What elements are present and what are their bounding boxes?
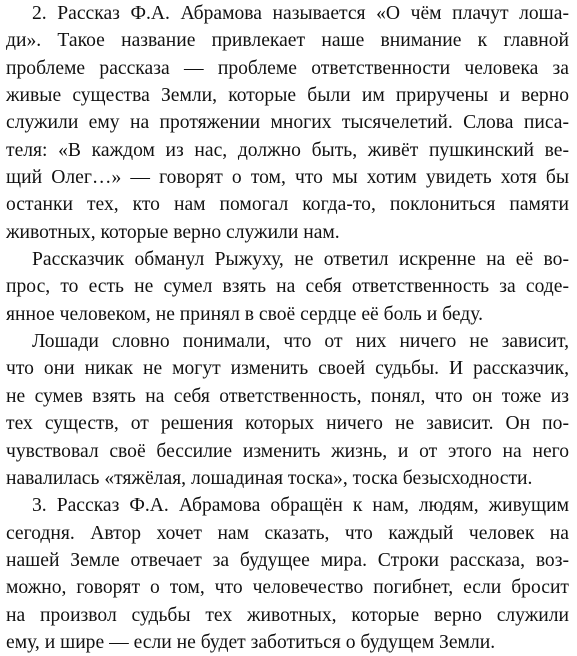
text-line: что они никак не могут изменить своей судьбы. И рассказчик, (6, 358, 569, 380)
document-page (6, 0, 569, 656)
text-line: сегодня. Автор хочет нам сказать, что каждый человек на (6, 522, 569, 544)
text-line: 3. Рассказ Ф.А. Абрамова обращён к нам, людям, живущим (32, 495, 569, 517)
paragraph-4 (6, 492, 569, 656)
text-line: можно, говорят о том, что человечество погибнет, если бросит (6, 577, 569, 599)
text-line: навалилась «тяжёлая, лошадиная тоска», тоска безысходности. (6, 467, 533, 489)
text-line: 2. Рассказ Ф.А. Абрамова называется «О чём плачут лоша- (32, 3, 569, 24)
text-line: ему, и шире — если не будет заботиться о будущем Земли. (6, 631, 496, 653)
text-line: проблеме рассказа — проблеме ответственности человека за (6, 57, 569, 79)
paragraph-2 (6, 246, 569, 328)
text-line: животных, которые верно служили нам. (6, 221, 340, 243)
text-line: Лошади словно понимали, что от них ничего не зависит, (32, 331, 569, 353)
text-line: нашей Земле отвечает за будущее мира. Строки рассказа, воз- (6, 549, 569, 571)
text-line: тех существ, от решения которых ничего не зависит. Он по- (6, 413, 569, 435)
text-line: Рассказчик обманул Рыжуху, не ответил искренне на её во- (32, 249, 569, 271)
text-line: не сумев взять на себя ответственность, понял, что он тоже из (6, 385, 569, 407)
text-line: чувствовал своё бессилие изменить жизнь, и от этого на него (6, 440, 569, 462)
text-line: ди». Такое название привлекает наше внимание к главной (6, 30, 569, 52)
text-line: щий Олег…» — говорят о том, что мы хотим увидеть хотя бы (6, 167, 569, 189)
paragraph-1 (6, 0, 569, 246)
text-line: янное человеком, не принял в своё сердце её боль и беду. (6, 303, 483, 325)
text-line: останки тех, кто нам помогал когда-то, поклониться памяти (6, 194, 569, 216)
text-line: теля: «В каждом из нас, должно быть, живёт пушкинский ве- (6, 139, 569, 161)
text-line: служили ему на протяжении многих тысячелетий. Слова писа- (6, 112, 569, 134)
text-line: прос, то есть не сумел взять на себя ответственность за соде- (6, 276, 569, 298)
text-line: живые существа Земли, которые были им приручены и верно (6, 85, 569, 107)
paragraph-3 (6, 328, 569, 492)
text-line: на произвол судьбы тех животных, которые верно служили (6, 604, 569, 626)
